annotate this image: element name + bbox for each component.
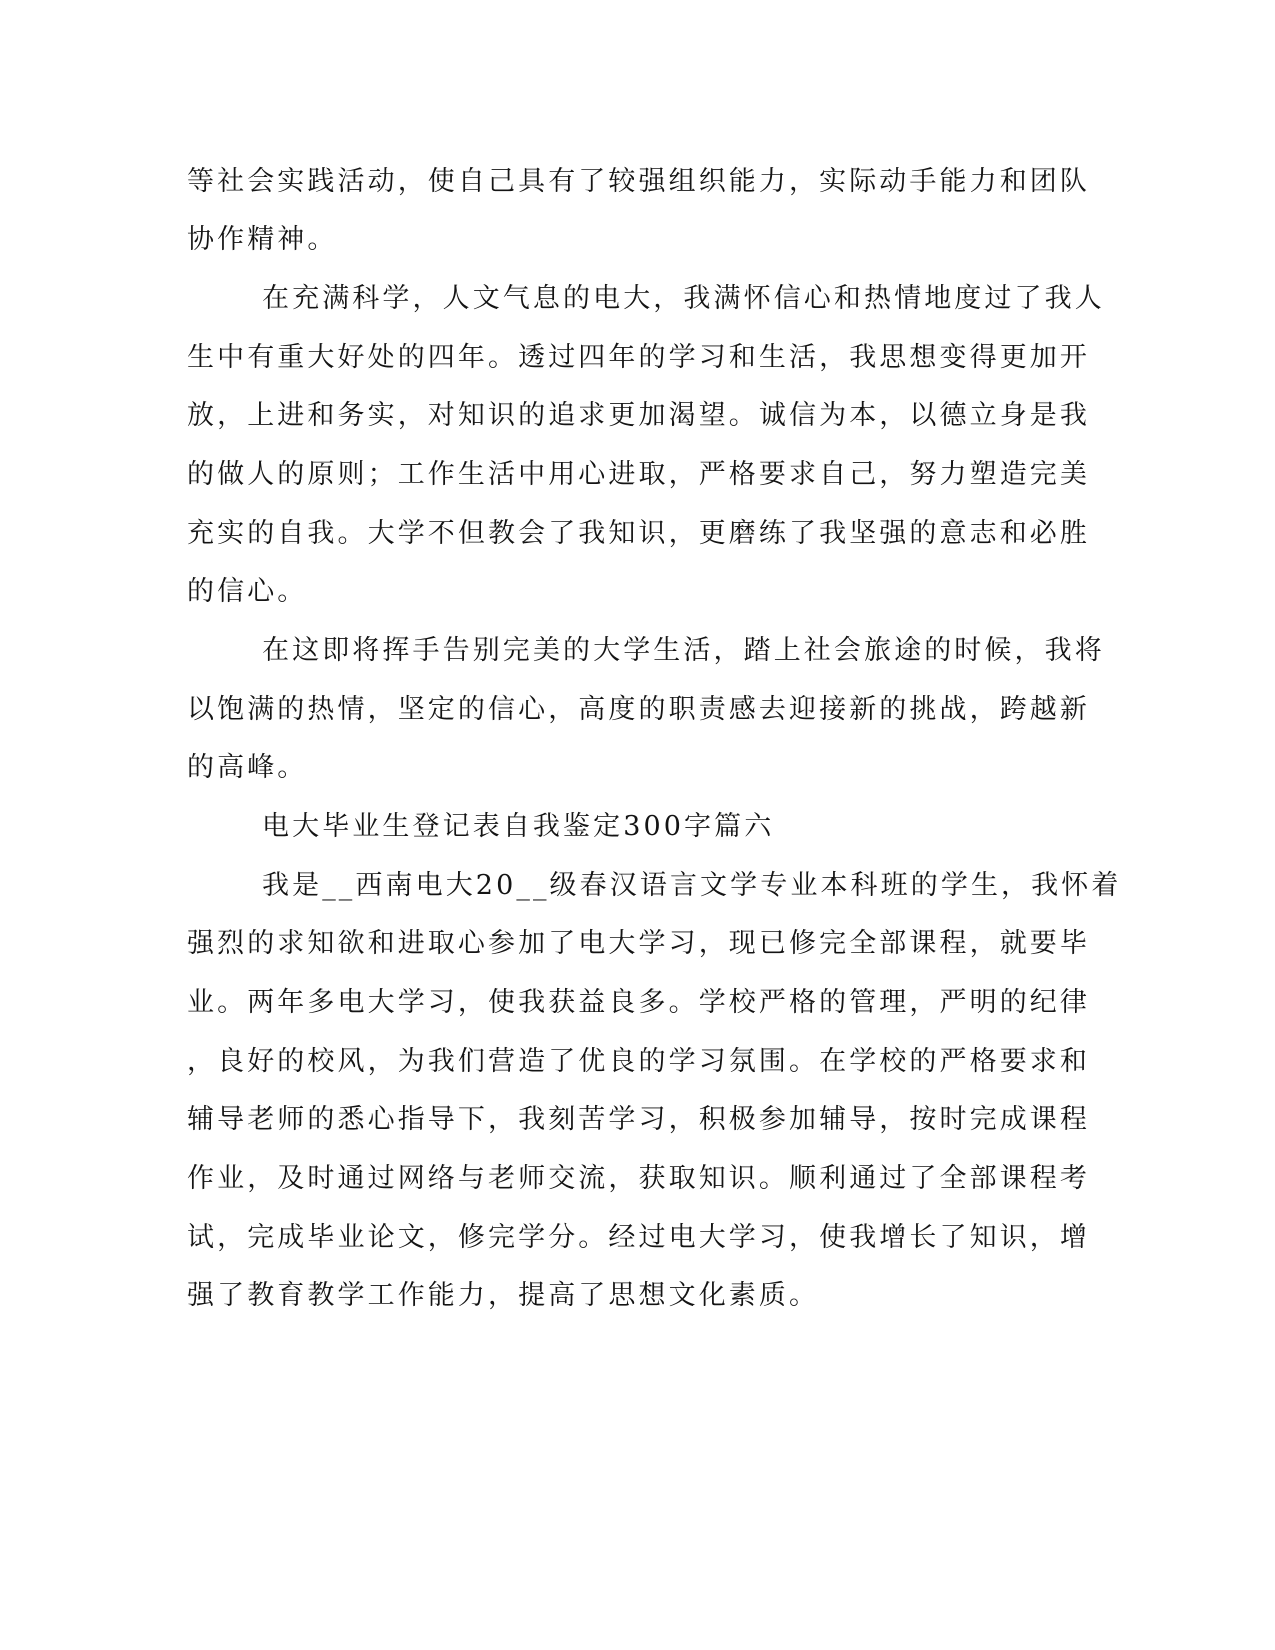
text-line: 的高峰。 <box>187 752 308 783</box>
paragraph-first-line: 在充满科学，人文气息的电大，我满怀信心和热情地度过了我人 <box>262 283 1105 314</box>
text-line: 的做人的原则；工作生活中用心进取，严格要求自己，努力塑造完美 <box>187 459 1090 490</box>
paragraph-first-line: 在这即将挥手告别完美的大学生活，踏上社会旅途的时候，我将 <box>262 635 1105 666</box>
text-line: 等社会实践活动，使自己具有了较强组织能力，实际动手能力和团队 <box>187 166 1090 197</box>
paragraph-first-line: 我是__西南电大20__级春汉语言文学专业本科班的学生，我怀着 <box>262 870 1122 901</box>
text-line: 协作精神。 <box>187 224 338 255</box>
text-line: 试，完成毕业论文，修完学分。经过电大学习，使我增长了知识，增 <box>187 1222 1090 1253</box>
text-line: 业。两年多电大学习，使我获益良多。学校严格的管理，严明的纪律 <box>187 987 1090 1018</box>
text-line: 放，上进和务实，对知识的追求更加渴望。诚信为本，以德立身是我 <box>187 400 1090 431</box>
text-line: 以饱满的热情，坚定的信心，高度的职责感去迎接新的挑战，跨越新 <box>187 694 1090 725</box>
text-line: 强烈的求知欲和进取心参加了电大学习，现已修完全部课程，就要毕 <box>187 928 1090 959</box>
text-line: 作业，及时通过网络与老师交流，获取知识。顺利通过了全部课程考 <box>187 1163 1090 1194</box>
text-line: 充实的自我。大学不但教会了我知识，更磨练了我坚强的意志和必胜 <box>187 518 1090 549</box>
text-line: 生中有重大好处的四年。透过四年的学习和生活，我思想变得更加开 <box>187 342 1090 373</box>
text-line: 的信心。 <box>187 576 308 607</box>
section-heading: 电大毕业生登记表自我鉴定300字篇六 <box>262 811 775 842</box>
text-line: ，良好的校风，为我们营造了优良的学习氛围。在学校的严格要求和 <box>187 1046 1090 1077</box>
text-line: 辅导老师的悉心指导下，我刻苦学习，积极参加辅导，按时完成课程 <box>187 1104 1090 1135</box>
text-line: 强了教育教学工作能力，提高了思想文化素质。 <box>187 1280 820 1311</box>
